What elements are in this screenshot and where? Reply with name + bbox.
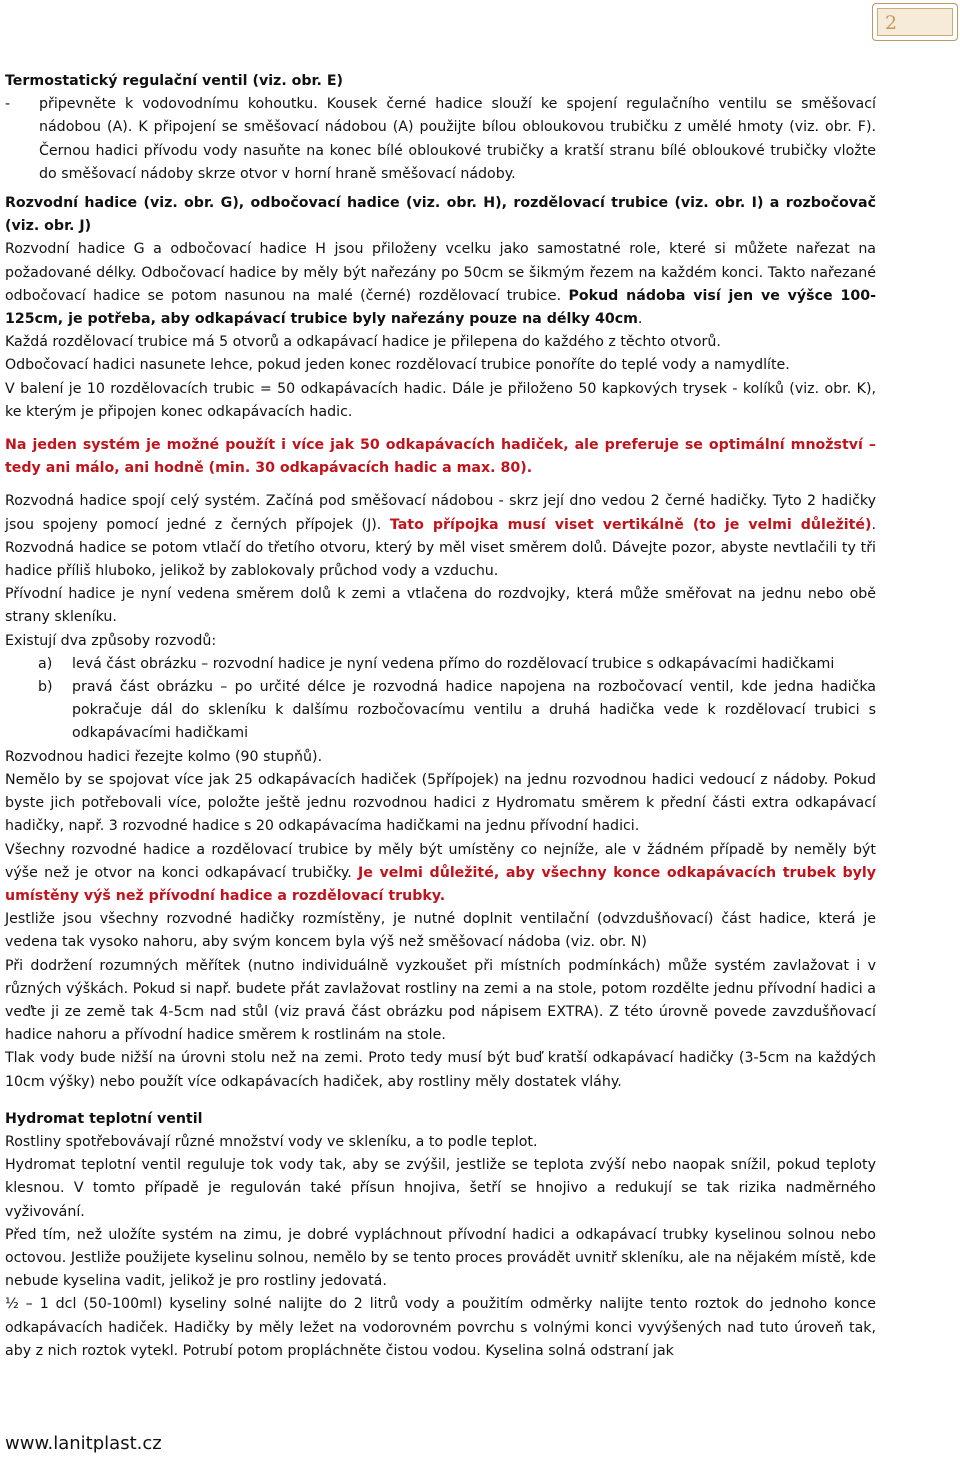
red-emphasis: Je velmi důležité, aby všechny konce odkapávacích trubek byly umístěny výš než přívodní hadice a rozdělovací trubky. xyxy=(5,864,876,904)
list-item-dash xyxy=(5,93,876,186)
paragraph: Při dodržení rozumných měřítek (nutno individuálně vyzkoušet při místních podmínkách) může systém zavlažovat i v různých výškách. Pokud si např. budete přát zavlažovat rostliny na zemi a na stole, potom rozdělte jednu přívodní hadici a veďte ji ze země tak 4-5cm nad stůl (viz pravá část obrázku pod nápisem EXTRA). Z této úrovně povede zavzdušňovací hadice nahoru a přívodní hadice směrem k rostlinám na stole. xyxy=(5,957,876,1044)
dash-marker: - xyxy=(5,96,11,113)
paragraph: Tlak vody bude nižší na úrovni stolu než na zemi. Proto tedy musí být buď kratší odkapávací hadičky (3-5cm na každých 10cm výšky) nebo použít více odkapávacích hadiček, aby rostliny měly dostatek vláhy. xyxy=(5,1050,876,1090)
paragraph: Odbočovací hadici nasunete lehce, pokud jeden konec rozdělovací trubice ponoříte do teplé vody a namydlíte. xyxy=(5,357,790,374)
list-item xyxy=(38,653,876,676)
red-emphasis: Tato přípojka musí viset vertikálně (to je velmi důležité) xyxy=(389,516,872,533)
bold-emphasis: Pokud nádoba visí jen ve výšce 100-125cm, je potřeba, aby odkapávací trubice byly nařezány pouze na délky 40cm xyxy=(5,287,876,328)
list-item-text: připevněte k vodovodnímu kohoutku. Kousek černé hadice slouží ke spojení regulačního ventilu se směšovací nádobou (A). K připojení se směšovací nádobou (A) použijte bílou obloukovou trubičku z umělé hmoty (viz. obr. F). Černou hadici přívodu vody nasuňte na konec bílé obloukové trubičky a kratší stranu bílé obloukové trubičky vložte do směšovací nádoby skrze otvor v horní hraně směšovací nádoby. xyxy=(39,96,876,182)
paragraph: Rostliny spotřebovávají různé množství vody ve skleníku, a to podle teplot. xyxy=(5,1133,538,1150)
list-item-text: pravá část obrázku – po určité délce je rozvodná hadice napojena na rozbočovací ventil, kde jedna hadička pokračuje dál do skleníku k dalšímu rozbočovacímu ventilu a druhá hadička vede k rozdělovací trubici s odkapávacími hadičkami xyxy=(72,679,876,742)
page-number-badge xyxy=(872,3,958,41)
section-heading-temperature-valve: Hydromat teplotní ventil xyxy=(5,1110,203,1127)
paragraph: Jestliže jsou všechny rozvodné hadičky rozmístěny, je nutné doplnit ventilační (odvzdušňovací) část hadice, která je vedena tak vysoko nahoru, aby svým koncem byla výš než směšovací nádoba (viz. obr. N) xyxy=(5,911,876,951)
paragraph: Existují dva způsoby rozvodů: xyxy=(5,632,217,649)
section-heading-thermostatic-valve: Termostatický regulační ventil (viz. obr. E) xyxy=(5,73,344,89)
paragraph: Přívodní hadice je nyní vedena směrem dolů k zemi a vtlačena do rozdvojky, která může směřovat na jednu nebo obě strany skleníku. xyxy=(5,586,876,626)
list-marker: a) xyxy=(38,655,53,672)
footer-url: www.lanitplast.cz xyxy=(5,1433,162,1454)
paragraph: Před tím, než uložíte systém na zimu, je dobré vypláchnout přívodní hadici a odkapávací trubky kyselinou solnou nebo octovou. Jestliže použijete kyselinu solnou, nemělo by se tento proces provádět uvnitř skleníku, ale na nějakém místě, kde nebude kyselina vadit, jelikož je pro rostliny jedovatá. xyxy=(5,1226,876,1290)
paragraph: Nemělo by se spojovat více jak 25 odkapávacích hadiček (5přípojek) na jednu rozvodnou hadici vedoucí z nádoby. Pokud byste jich potřebovali více, položte ještě jednu rozvodnou hadici z Hydromatu směrem k přední části extra odkapávací hadičky, např. 3 rozvodné hadice s 20 odkapávacíma hadičkami na jednu přívodní hadici. xyxy=(5,771,876,835)
paragraph: Rozvodnou hadici řezejte kolmo (90 stupňů). xyxy=(5,748,323,765)
warning-paragraph: Na jeden systém je možné použít i více jak 50 odkapávacích hadiček, ale preferuje se optimální množství – tedy ani málo, ani hodně (min. 30 odkapávacích hadic a max. 80). xyxy=(5,437,876,477)
page-number: 2 xyxy=(885,12,898,34)
list-item-text: levá část obrázku – rozvodní hadice je nyní vedena přímo do rozdělovací trubice s odkapávacími hadičkami xyxy=(72,655,835,672)
section-heading-hoses: Rozvodní hadice (viz. obr. G), odbočovací hadice (viz. obr. H), rozdělovací trubice (viz. obr. I) a rozbočovač (viz. obr. J) xyxy=(5,195,876,235)
paragraph: Všechny rozvodné hadice a rozdělovací trubice by měly být umístěny co nejníže, ale v žádném případě by neměly být výše než je otvor na konci odkapávací trubičky. Je velmi důležité, aby všechny konce odkapávacích trubek byly umístěny výš než přívodní hadice a rozdělovací trubky. xyxy=(5,841,876,904)
paragraph: Rozvodní hadice G a odbočovací hadice H jsou přiloženy vcelku jako samostatné role, které si můžete nařezat na požadované délky. Odbočovací hadice by měly být nařezány po 50cm se šikmým řezem na každém konci. Takto nařezané odbočovací hadice se potom nasunou na malé (černé) rozdělovací trubice. Pokud nádoba visí jen ve výšce 100-125cm, je potřeba, aby odkapávací trubice byly nařezány pouze na délky 40cm. xyxy=(5,241,876,328)
distribution-list xyxy=(5,653,876,746)
paragraph: V balení je 10 rozdělovacích trubic = 50 odkapávacích hadic. Dále je přiloženo 50 kapkových trysek - kolíků (viz. obr. K), ke kterým je připojen konec odkapávacích hadic. xyxy=(5,380,876,420)
list-marker: b) xyxy=(38,679,53,696)
paragraph: Hydromat teplotní ventil reguluje tok vody tak, aby se zvýšil, jestliže se teplota zvýší nebo naopak snížil, pokud teploty klesnou. V tomto případě je regulován také přísun hnojiva, šetří se hnojivo a redukují se tak rizika nadměrného vyživování. xyxy=(5,1157,876,1220)
paragraph: Rozvodná hadice spojí celý systém. Začíná pod směšovací nádobou - skrz její dno vedou 2 černé hadičky. Tyto 2 hadičky jsou spojeny pomocí jedné z černých přípojek (J). Tato přípojka musí viset vertikálně (to je velmi důležité). Rozvodná hadice se potom vtlačí do třetího otvoru, který by měl viset směrem dolů. Dávejte pozor, abyste nevtlačili ty tři hadice příliš hluboko, jelikož by zablokovaly průchod vody a vzduchu. xyxy=(5,493,876,580)
paragraph: Každá rozdělovací trubice má 5 otvorů a odkapávací hadice je přilepena do každého z těchto otvorů. xyxy=(5,334,721,351)
list-item xyxy=(38,676,876,746)
paragraph: ½ – 1 dcl (50-100ml) kyseliny solné nalijte do 2 litrů vody a použitím odměrky nalijte tento roztok do jednoho konce odkapávacích hadiček. Hadičky by měly ležet na vodorovném povrchu s volnými konci vyvýšených nad tuto úroveň tak, aby z nich roztok vytekl. Potrubí potom propláchněte čistou vodou. Kyselina solná odstraní jak xyxy=(5,1296,876,1359)
document-body xyxy=(5,70,876,1363)
